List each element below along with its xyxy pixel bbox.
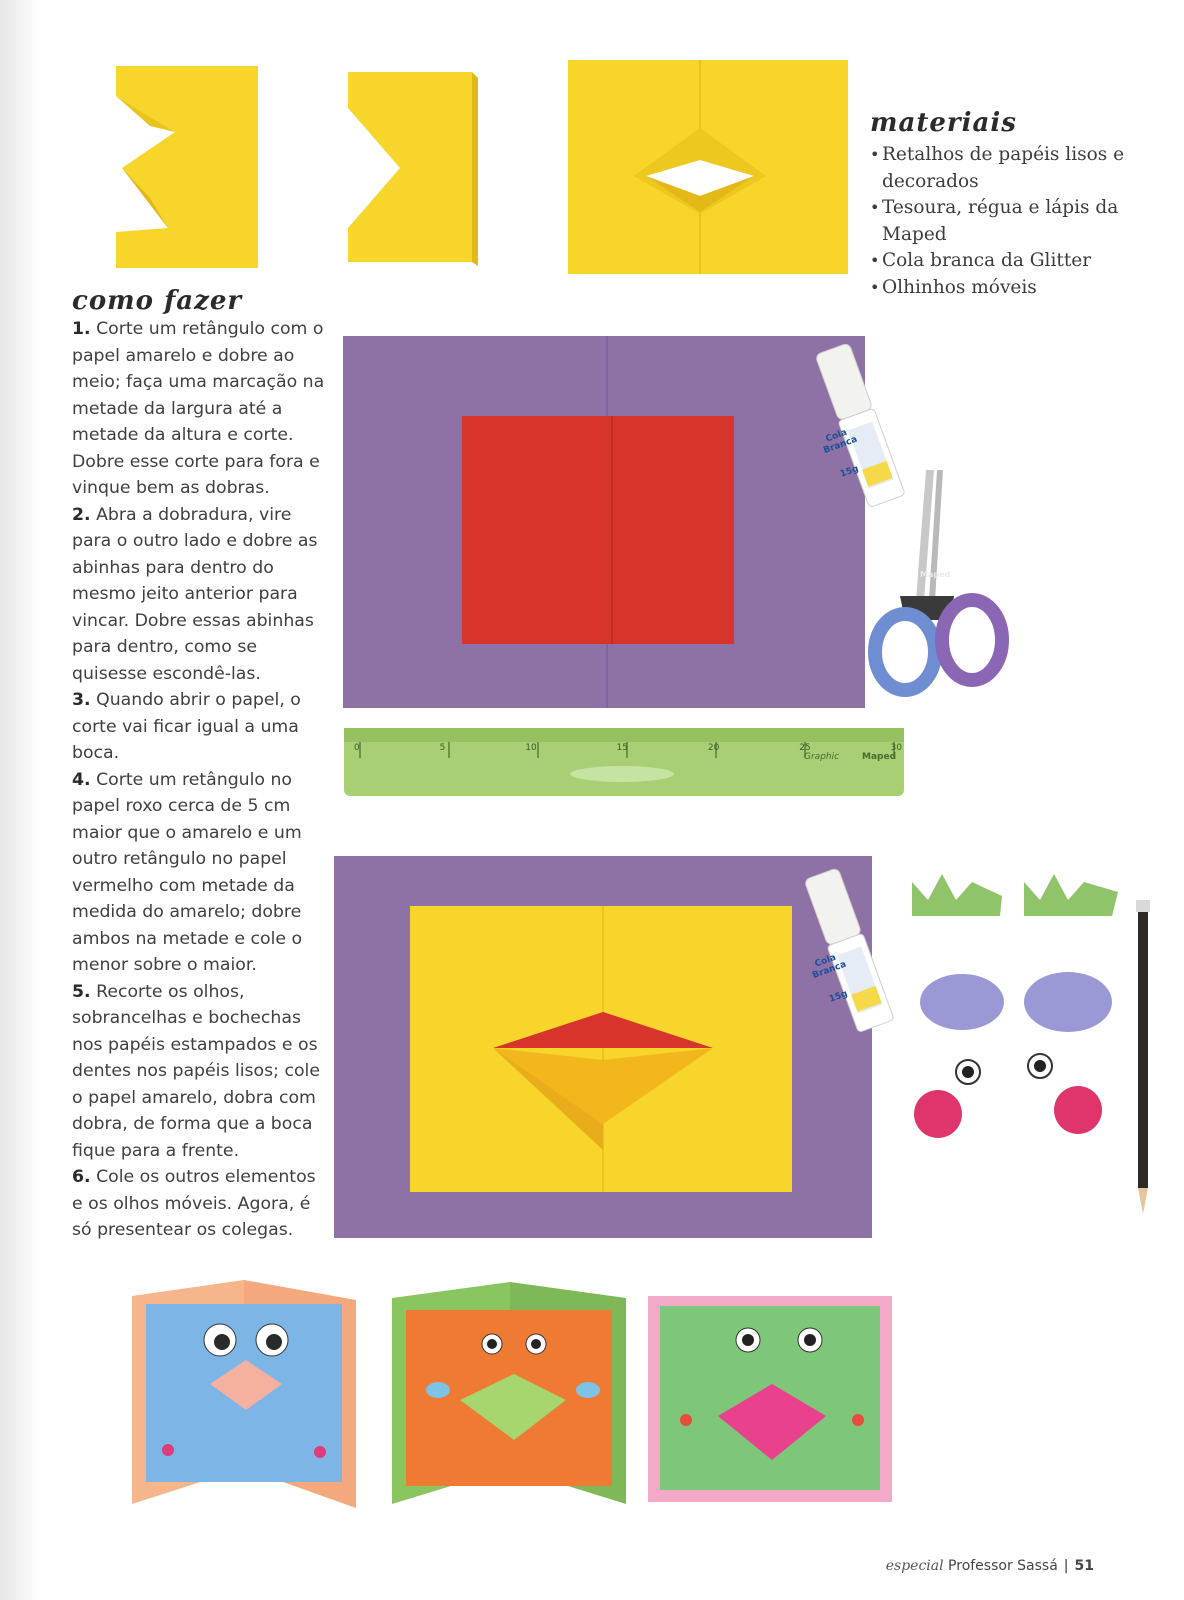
- step-number: 3.: [72, 690, 91, 710]
- ruler-tick: 10: [525, 743, 537, 753]
- materials-list: [870, 142, 1170, 301]
- materials-item: • Olhinhos móveis: [870, 275, 1170, 302]
- step-text: Recorte os olhos, sobrancelhas e bochechas nos papéis estampados e os dentes nos papéis lisos; cole o papel amarelo, dobra com dobra, de forma que a boca fique para a frente.: [72, 981, 320, 1161]
- ruler-tick: 25: [799, 743, 811, 753]
- ruler-tick: 5: [439, 743, 446, 753]
- page-number: 51: [1074, 1558, 1094, 1574]
- step-text: Quando abrir o papel, o corte vai ficar igual a uma boca.: [72, 690, 301, 763]
- cutout-pieces: [912, 874, 1118, 1138]
- pencil: [1136, 900, 1150, 1214]
- step-number: 6.: [72, 1167, 91, 1187]
- fold-step-2-paper: [348, 72, 478, 266]
- step-item: [72, 316, 330, 502]
- glue-weight: 15g: [827, 988, 850, 1005]
- step-number: 2.: [72, 504, 91, 525]
- scissors: [875, 470, 1002, 690]
- howto-section: [72, 286, 330, 1244]
- finished-card-blue: [132, 1280, 356, 1508]
- step-text: Corte um retângulo com o papel amarelo e dobre ao meio; faça uma marcação na metade da largura até a metade da altura e corte. Dobre esse corte para fora e vinque bem as dobras.: [72, 319, 325, 498]
- ruler: [344, 728, 904, 796]
- materials-section: [870, 108, 1170, 301]
- steps-list: [72, 316, 330, 1244]
- materials-item: • Retalhos de papéis lisos e decorados: [870, 142, 1170, 195]
- fold-step-1-paper: [116, 66, 258, 268]
- ruler-tick: 30: [890, 743, 902, 753]
- ruler-tick: 0: [354, 743, 360, 753]
- glue-brand: Cola Branca: [811, 952, 848, 982]
- glue-brand: Cola Branca: [822, 427, 859, 457]
- fold-step-3-paper: [568, 60, 848, 274]
- step-number: 4.: [72, 769, 91, 790]
- ruler-model: Graphic: [804, 752, 840, 762]
- footer-publication: Professor Sassá: [948, 1558, 1058, 1574]
- howto-title: como fazer: [72, 286, 243, 316]
- page-footer: [886, 1558, 1094, 1574]
- materials-title: materiais: [870, 108, 1017, 138]
- step-text: Corte um retângulo no papel roxo cerca de 5 cm maior que o amarelo e um outro retângulo no papel vermelho com metade da medida do amarelo; dobre ambos na metade e cole o menor sobre o maior.: [72, 769, 303, 975]
- ruler-brand: Maped: [862, 752, 897, 762]
- step-item: [72, 502, 330, 688]
- scissors-brand: Maped: [920, 570, 951, 579]
- step-number: 1.: [72, 319, 91, 339]
- step-item: [72, 979, 330, 1165]
- footer-brand: especial: [885, 1558, 944, 1574]
- step-item: [72, 687, 330, 767]
- ruler-tick: 15: [616, 743, 628, 753]
- glue-weight: 15g: [838, 463, 861, 480]
- step-item: [72, 1164, 330, 1244]
- materials-item: • Cola branca da Glitter: [870, 248, 1170, 275]
- step-text: Cole os outros elementos e os olhos móveis. Agora, é só presentear os colegas.: [72, 1167, 316, 1240]
- ruler-tick-labels: [354, 743, 902, 753]
- materials-item: • Tesoura, régua e lápis da Maped: [870, 195, 1170, 248]
- purple-red-board: [343, 336, 865, 708]
- step-item: [72, 767, 330, 979]
- step-number: 5.: [72, 981, 91, 1002]
- ruler-tick: 20: [707, 743, 720, 753]
- step-text: Abra a dobradura, vire para o outro lado e dobre as abinhas para dentro do mesmo jeito anterior para vincar. Dobre essas abinhas para dentro, como se quisesse escondê-las.: [72, 504, 318, 684]
- footer-separator: |: [1063, 1558, 1069, 1574]
- finished-card-orange: [392, 1282, 626, 1504]
- finished-card-green: [648, 1296, 892, 1502]
- purple-yellow-mouth-board: [334, 856, 872, 1238]
